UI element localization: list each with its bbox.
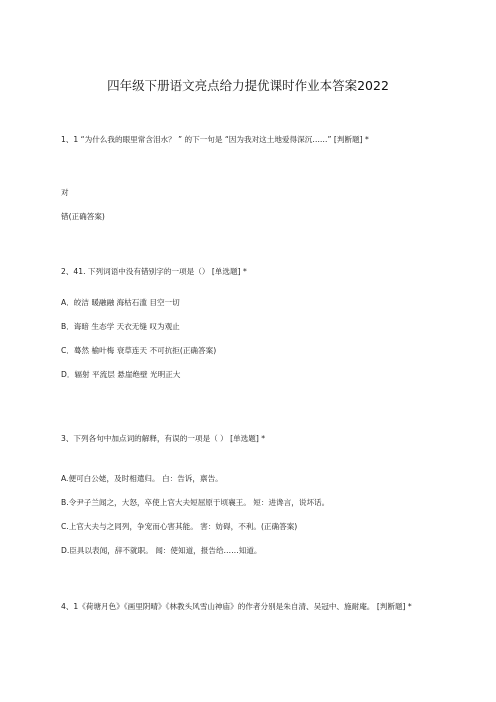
option[interactable]: D.臣具以表闻，辞不就职。 闻：使知道，报告给……知道。 bbox=[61, 546, 262, 555]
option[interactable]: B.令尹子兰闻之，大怒，卒使上官大夫短屈原于顷襄王。 短：进谗言，说坏话。 bbox=[61, 498, 330, 507]
option[interactable]: D．辐射 平流层 悬崖绝壁 光明正大 bbox=[61, 370, 181, 379]
question-stem: 3、下列各句中加点词的解释，有误的一项是（ ） [单选题] * bbox=[61, 434, 266, 443]
option[interactable]: 对 bbox=[61, 188, 69, 197]
option[interactable]: C．蓦然 榆叶梅 衰草连天 不可抗拒(正确答案) bbox=[61, 346, 217, 355]
question-stem: 4、1《荷塘月色》《画里阴晴》《林教头风雪山神庙》的作者分别是朱自清、吴冠中、施耐庵。 [判断题] * bbox=[61, 602, 412, 611]
question-stem: 2、41. 下列词语中没有错别字的一项是（） [单选题] * bbox=[61, 267, 247, 276]
option[interactable]: C.上官大夫与之同列，争宠而心害其能。 害：妨碍，不利。(正确答案) bbox=[61, 522, 298, 531]
option[interactable]: A．皎洁 暖融融 海枯石滥 目空一切 bbox=[61, 298, 180, 307]
page-title: 四年级下册语文亮点给力提优课时作业本答案2022 bbox=[107, 78, 389, 93]
option[interactable]: A.便可白公姥，及时相遣归。 白：告诉，禀告。 bbox=[61, 474, 223, 483]
question-stem: 1、1 “为什么我的眼里常含泪水？ ” 的下一句是 “因为我对这土地爱得深沉……” [判断题] * bbox=[61, 135, 369, 144]
option[interactable]: 错(正确答案) bbox=[61, 212, 105, 221]
option[interactable]: B．诲暗 生态学 天衣无缝 叹为观止 bbox=[61, 322, 180, 331]
